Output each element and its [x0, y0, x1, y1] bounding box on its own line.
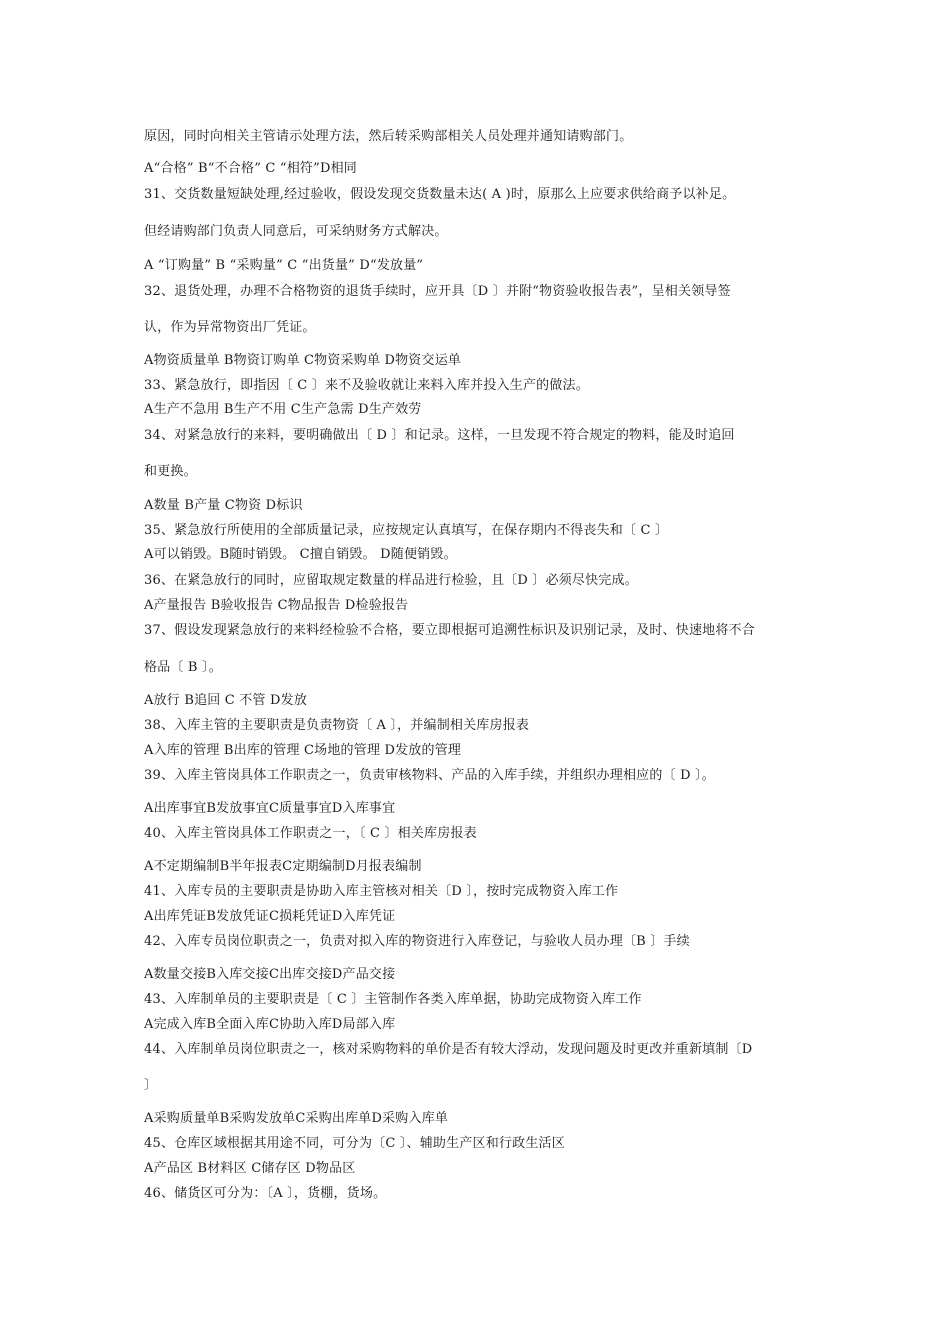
text-line: 但经请购部门负责人同意后，可采纳财务方式解决。 — [144, 224, 448, 239]
text-line: A完成入库B全面入库C协助入库D局部入库 — [144, 1017, 396, 1032]
text-line: 原因，同时向相关主管请示处理方法，然后转采购部相关人员处理并通知请购部门。 — [144, 129, 633, 144]
text-line: 32、退货处理，办理不合格物资的退货手续时，应开具〔D 〕并附“物资验收报告表”，呈相关领导签 — [144, 284, 731, 299]
text-line: A入库的管理 B出库的管理 C场地的管理 D发放的管理 — [144, 743, 462, 758]
text-line: 35、紧急放行所使用的全部质量记录，应按规定认真填写，在保存期内不得丧失和〔 C 〕 — [144, 523, 669, 538]
text-line: 43、入库制单员的主要职责是〔 C 〕主管制作各类入库单据，协助完成物资入库工作 — [144, 992, 642, 1007]
text-line: 认，作为异常物资出厂凭证。 — [144, 320, 316, 335]
text-line: 36、在紧急放行的同时，应留取规定数量的样品进行检验，且〔D 〕必须尽快完成。 — [144, 573, 638, 588]
text-line: 34、对紧急放行的来料，要明确做出〔 D 〕和记录。这样，一旦发现不符合规定的物料，能及时追回 — [144, 428, 735, 443]
text-line: A产量报告 B验收报告 C物品报告 D检验报告 — [144, 598, 409, 613]
text-line: A出库凭证B发放凭证C损耗凭证D入库凭证 — [144, 909, 396, 924]
text-line: A不定期编制B半年报表C定期编制D月报表编制 — [144, 859, 422, 874]
text-line: 41、入库专员的主要职责是协助入库主管核对相关〔D 〕，按时完成物资入库工作 — [144, 884, 619, 899]
text-line: 46、储货区可分为：〔A 〕，货棚，货场。 — [144, 1186, 387, 1201]
text-line: 44、入库制单员岗位职责之一，核对采购物料的单价是否有较大浮动，发现问题及时更改并重新填制〔D — [144, 1042, 753, 1057]
text-line: A生产不急用 B生产不用 C生产急需 D生产效劳 — [144, 402, 422, 417]
text-line: 〕 — [144, 1078, 158, 1093]
text-line: A放行 B追回 C 不管 D发放 — [144, 693, 308, 708]
text-line: 31、交货数量短缺处理,经过验收，假设发现交货数量未达( A )时，原那么上应要求供给商予以补足。 — [144, 187, 736, 202]
text-line: 39、入库主管岗具体工作职责之一，负责审核物料、产品的入库手续，并组织办理相应的〔 D 〕。 — [144, 768, 715, 783]
text-line: A物资质量单 B物资订购单 C物资采购单 D物资交运单 — [144, 353, 462, 368]
text-line: A“合格” B“不合格” C “相符”D相同 — [144, 161, 357, 176]
text-line: 和更换。 — [144, 464, 197, 479]
text-line: A采购质量单B采购发放单C采购出库单D采购入库单 — [144, 1111, 449, 1126]
text-line: A数量 B产量 C物资 D标识 — [144, 498, 303, 513]
text-line: A产品区 B材料区 C储存区 D物品区 — [144, 1161, 356, 1176]
text-line: 45、仓库区域根据其用途不同，可分为〔C 〕、辅助生产区和行政生活区 — [144, 1136, 565, 1151]
text-line: 37、假设发现紧急放行的来料经检验不合格，要立即根据可追溯性标识及识别记录，及时、快速地将不合 — [144, 623, 755, 638]
text-line: A数量交接B入库交接C出库交接D产品交接 — [144, 967, 396, 982]
text-line: 40、入库主管岗具体工作职责之一，〔 C 〕相关库房报表 — [144, 826, 477, 841]
text-line: 42、入库专员岗位职责之一，负责对拟入库的物资进行入库登记，与验收人员办理〔B 〕手续 — [144, 934, 690, 949]
text-line: A “订购量” B “采购量” C “出货量” D“发放量” — [144, 258, 424, 273]
text-line: 33、紧急放行，即指因〔 C 〕来不及验收就让来料入库并投入生产的做法。 — [144, 378, 589, 393]
text-line: 38、入库主管的主要职责是负责物资〔 A 〕，并编制相关库房报表 — [144, 718, 530, 733]
text-line: A出库事宜B发放事宜C质量事宜D入库事宜 — [144, 801, 396, 816]
text-line: A可以销毁。B随时销毁。 C擅自销毁。 D随便销毁。 — [144, 547, 457, 562]
text-line: 格品〔 B 〕。 — [144, 660, 222, 675]
